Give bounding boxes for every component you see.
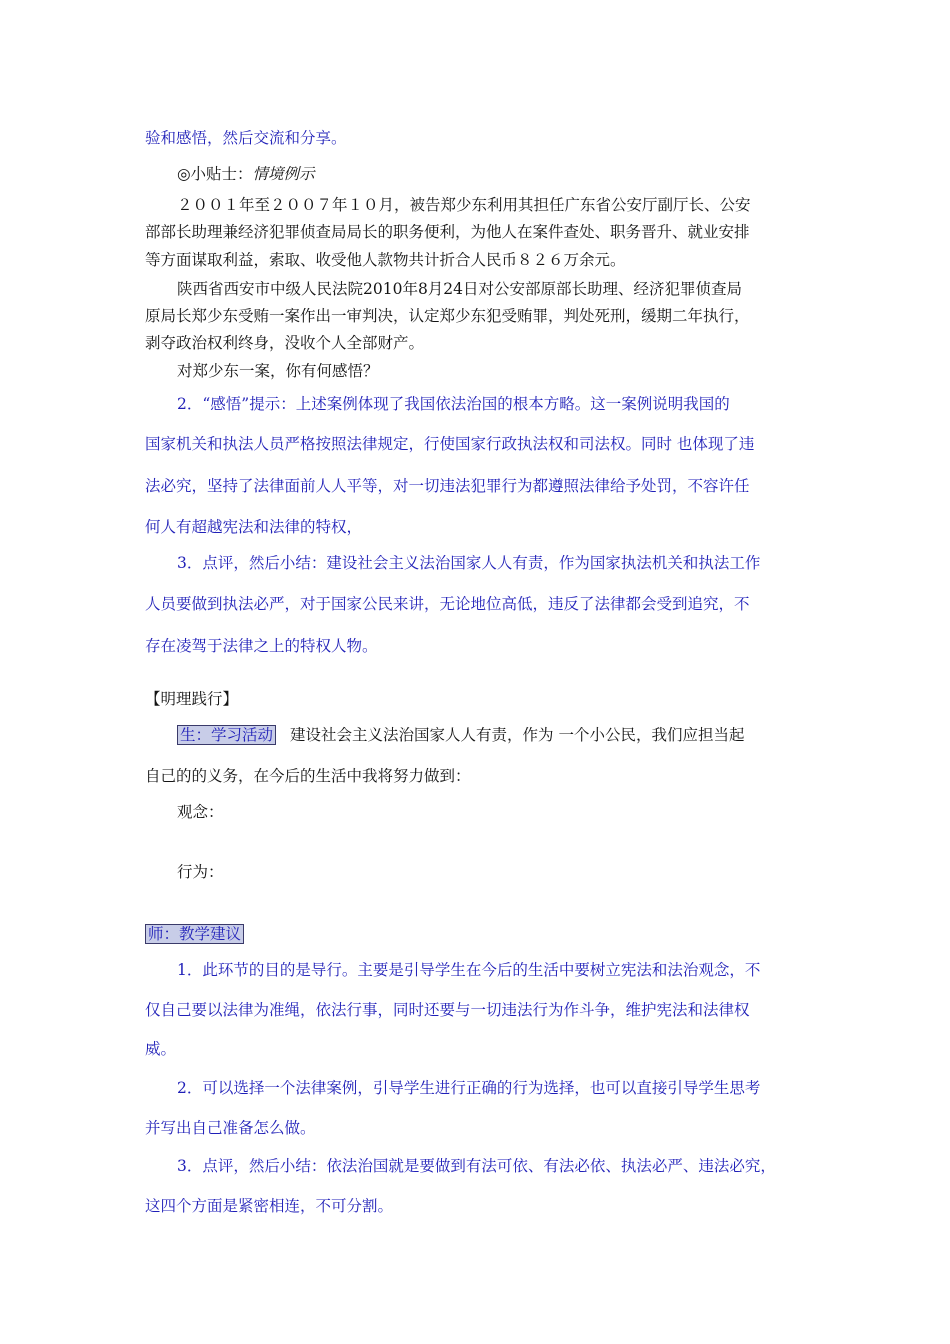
text-line: 国家机关和执法人员严格按照法律规定，行使国家行政执法权和司法权。同时 也体现了违 [145,435,755,453]
question-line: 对郑少东一案，你有何感悟？ [177,362,379,380]
text-line: 3．点评，然后小结：建设社会主义法治国家人人有责，作为国家执法机关和执法工作 [177,554,761,572]
case-line: 剥夺政治权利终身，没收个人全部财产。 [145,334,425,352]
case-line: 陕西省西安市中级人民法院2010年8月24日对公安部原部长助理、经济犯罪侦查局 [177,280,743,298]
text-line: 并写出自己准备怎么做。 [145,1119,316,1137]
behavior-label: 行为： [177,863,224,881]
case-line: 原局长郑少东受贿一案作出一审判决，认定郑少东犯受贿罪，判处死刑，缓期二年执行， [145,307,750,325]
activity-line [177,725,744,745]
text-line: 仅自己要以法律为准绳，依法行事，同时还要与一切违法行为作斗争，维护宪法和法律权 [145,1001,750,1019]
case-line: 部部长助理兼经济犯罪侦查局局长的职务便利，为他人在案件查处、职务晋升、就业安排 [145,223,750,241]
text-line: 这四个方面是紧密相连，不可分割。 [145,1197,394,1215]
case-line: 等方面谋取利益，索取、收受他人款物共计折合人民币８２６万余元。 [145,251,626,269]
text-line: 何人有超越宪法和法律的特权， [145,518,363,536]
text-line: 人员要做到执法必严，对于国家公民来讲，无论地位高低，违反了法律都会受到追究，不 [145,595,750,613]
text-line: 威。 [145,1040,177,1058]
section-heading: 【明理践行】 [145,690,239,708]
tip-line [177,164,315,184]
teacher-suggestion-line [145,924,244,944]
case-line: ２００１年至２００７年１０月，被告郑少东利用其担任广东省公安厅副厅长、公安 [177,196,751,214]
text-line: 自己的的义务，在今后的生活中我将努力做到： [145,767,471,785]
teacher-suggestion-tag: 师：教学建议 [145,924,244,944]
concept-label: 观念： [177,803,224,821]
text-line: 1．此环节的目的是导行。主要是引导学生在今后的生活中要树立宪法和法治观念，不 [177,961,761,979]
text-line: 2．“感悟”提示：上述案例体现了我国依法治国的根本方略。这一案例说明我国的 [177,395,730,413]
text-line: 存在凌驾于法律之上的特权人物。 [145,637,378,655]
text-line: 验和感悟，然后交流和分享。 [145,129,347,147]
text-line: 3．点评，然后小结：依法治国就是要做到有法可依、有法必依、执法必严、违法必究， [177,1157,776,1175]
text-line: 2．可以选择一个法律案例，引导学生进行正确的行为选择，也可以直接引导学生思考 [177,1079,761,1097]
text-line: 法必究，坚持了法律面前人人平等，对一切违法犯罪行为都遵照法律给予处罚，不容许任 [145,477,750,495]
student-activity-tag: 生：学习活动 [177,725,276,745]
tip-label: ◎小贴士： [177,165,253,183]
activity-text: 建设社会主义法治国家人人有责，作为 一个小公民，我们应担当起 [290,726,745,744]
tip-title: 情境例示 [252,165,315,183]
